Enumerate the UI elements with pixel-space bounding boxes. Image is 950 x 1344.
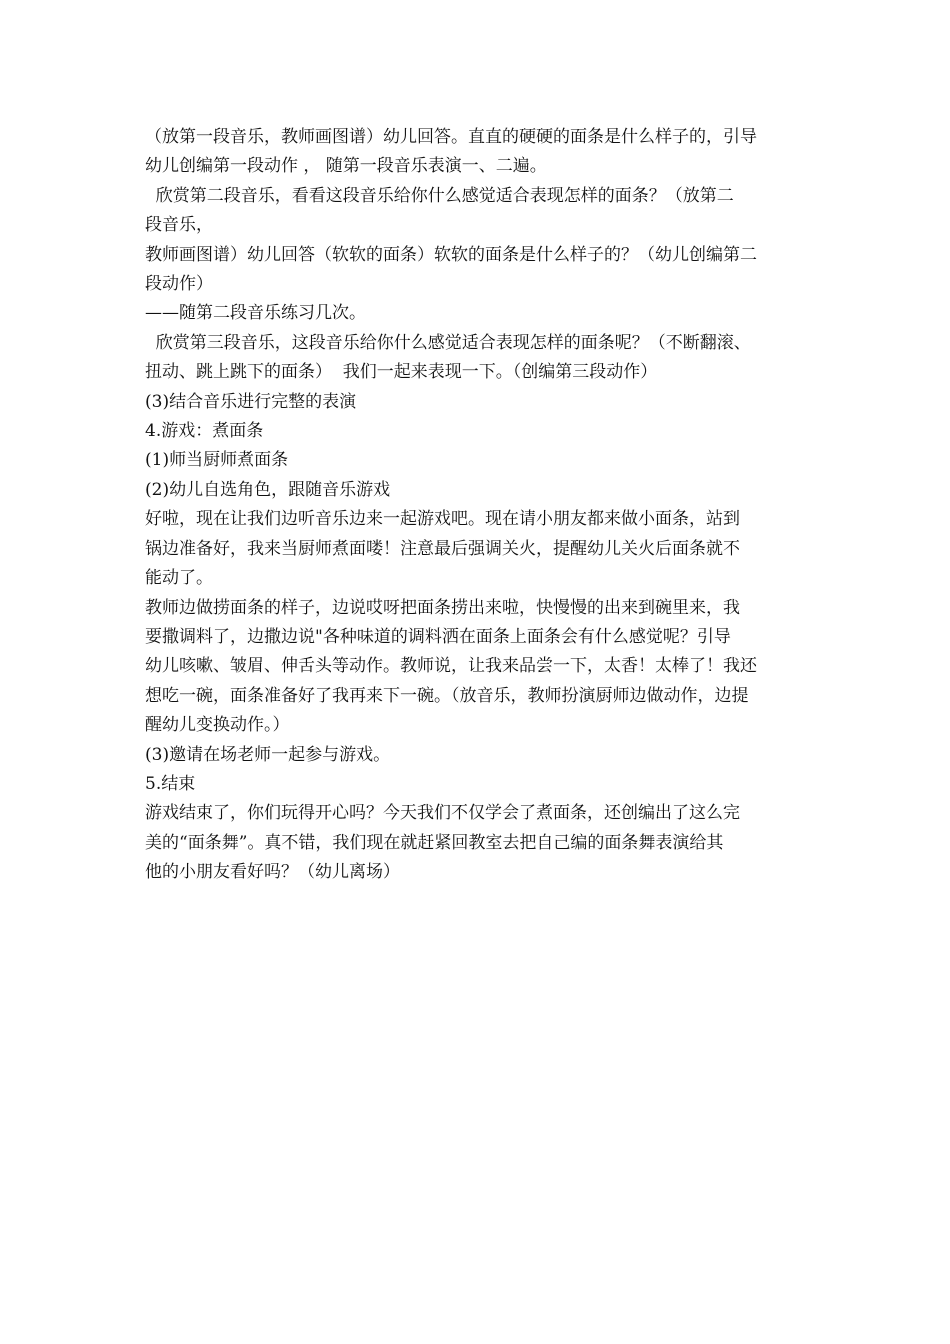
text-line: 欣赏第三段音乐，这段音乐给你什么感觉适合表现怎样的面条呢？（不断翻滚、 [145,332,751,353]
text-line: (1)师当厨师煮面条 [145,450,289,471]
text-line: 能动了。 [145,568,213,589]
text-line: 幼儿创编第一段动作 ， 随第一段音乐表演一、二遍。 [145,156,547,177]
text-line: （放第一段音乐，教师画图谱）幼儿回答。直直的硬硬的面条是什么样子的，引导 [145,127,757,147]
text-line: 锅边准备好，我来当厨师煮面喽！注意最后强调关火，提醒幼儿关火后面条就不 [145,538,740,559]
text-line: 想吃一碗，面条准备好了我再来下一碗。（放音乐，教师扮演厨师边做动作，边提 [145,685,749,706]
text-line: 好啦，现在让我们边听音乐边来一起游戏吧。现在请小朋友都来做小面条，站到 [145,509,740,530]
text-line: 扭动、跳上跳下的面条） 我们一起来表现一下。（创编第三段动作） [145,362,658,383]
text-line: ——随第二段音乐练习几次。 [145,303,366,324]
text-line: 教师画图谱）幼儿回答（软软的面条）软软的面条是什么样子的？（幼儿创编第二 [145,244,757,265]
text-line: 段动作） [145,274,213,295]
text-line: 醒幼儿变换动作。） [145,715,290,736]
text-line: 幼儿咳嗽、皱眉、伸舌头等动作。教师说，让我来品尝一下，太香！太棒了！我还 [145,656,757,677]
text-line: 教师边做捞面条的样子，边说哎呀把面条捞出来啦，快慢慢的出来到碗里来，我 [145,597,740,618]
text-line: (2)幼儿自选角色，跟随音乐游戏 [145,479,391,500]
text-line: 他的小朋友看好吗？（幼儿离场） [145,862,400,883]
text-line: 5.结束 [145,773,196,794]
text-line: 游戏结束了，你们玩得开心吗？今天我们不仅学会了煮面条，还创编出了这么完 [145,803,740,824]
text-line: (3)邀请在场老师一起参与游戏。 [145,744,391,765]
text-line: (3)结合音乐进行完整的表演 [145,391,357,412]
text-line: 欣赏第二段音乐，看看这段音乐给你什么感觉适合表现怎样的面条？（放第二 [145,185,734,206]
text-line: 4.游戏：煮面条 [145,421,264,442]
text-line: 段音乐， [145,215,213,236]
text-line: 美的“面条舞”。真不错，我们现在就赶紧回教室去把自己编的面条舞表演给其 [145,832,724,853]
document-body [145,123,815,888]
text-line: 要撒调料了，边撒边说"各种味道的调料洒在面条上面条会有什么感觉呢？引导 [145,626,731,647]
